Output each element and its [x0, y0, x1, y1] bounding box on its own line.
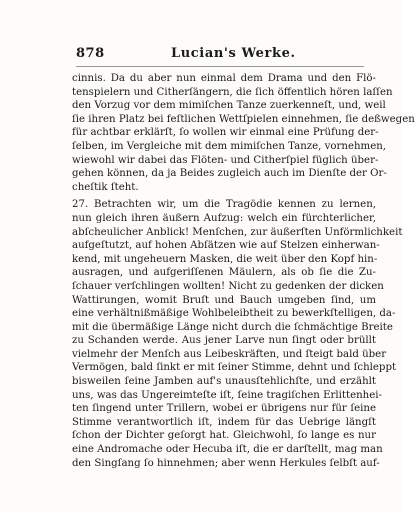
- text-line: für achtbar erklärſt, ſo wollen wir einmal eine Prüfung der-: [72, 127, 379, 139]
- text-line: ten ſingend unter Trillern, wobei er übrigens nur für ſeine: [72, 403, 376, 415]
- text-line: bisweilen ſeine Jamben auf's unausſtehlichſte, und erzählt: [72, 376, 376, 388]
- text-line: Vermögen, bald ſinkt er mit ſeiner Stimme, dehnt und ſchleppt: [72, 362, 397, 374]
- text-line: 27. Betrachten wir, um die Tragödie kennen zu lernen,: [72, 199, 376, 211]
- text-line: ſelben, im Vergleiche mit dem mimiſchen Tanze, vornehmen,: [72, 140, 387, 152]
- text-line: ſie ihren Platz bei feſtlichen Wettſpielen einnehmen, ſie deßwegen: [72, 113, 415, 125]
- text-line: ſchauer verſchlingen wollten! Nicht zu gedenken der dicken: [72, 280, 384, 292]
- page-header: [76, 46, 364, 64]
- body-text: [72, 72, 415, 470]
- text-line: kend, mit ungeheuern Masken, die weit über den Kopf hin-: [72, 253, 378, 265]
- text-line: cinnis. Da du aber nun einmal dem Drama und den Flö-: [72, 73, 376, 84]
- text-line: nun gleich ihren äußern Aufzug: welch ein fürchterlicher,: [72, 212, 376, 224]
- text-line: eine verhältnißmäßige Wohlbeleibtheit zu bewerkſtelligen, da-: [72, 308, 396, 320]
- text-line: den Singſang ſo hinnehmen; aber wenn Herkules ſelbſt auf-: [72, 457, 380, 469]
- text-line: Wattirungen, womit Bruſt und Bauch umgeben ſind, um: [72, 294, 376, 306]
- text-line: eine Andromache oder Hecuba iſt, die er darſtellt, mag man: [72, 444, 383, 456]
- text-line: uns, was das Ungereimteſte iſt, ſeine tragiſchen Erlittenhei-: [72, 389, 382, 401]
- text-line: wiewohl wir dabei das Flöten- und Citherſpiel füglich über-: [72, 154, 379, 166]
- text-line: Stimme verantwortlich iſt, indem für das Uebrige längſt: [72, 416, 376, 428]
- text-line: den Vorzug vor dem mimiſchen Tanze zuerkenneſt, und, weil: [72, 100, 386, 112]
- text-line: cheſtik ſteht.: [72, 181, 139, 193]
- text-line: abſcheulicher Anblick! Menſchen, zur äußerſten Unförmlichkeit: [72, 226, 403, 238]
- running-title: Lucian's Werke.: [171, 46, 296, 61]
- header-rule: [76, 66, 364, 67]
- text-line: gehen können, da ja Beides zugleich auch im Dienſte der Or-: [72, 168, 387, 180]
- text-line: aufgeſtutzt, auf hohen Abſätzen wie auf Stelzen einherwan-: [72, 240, 380, 252]
- text-line: ausragen, und aufgeriſſenen Mäulern, als ob ſie die Zu-: [72, 267, 376, 279]
- text-line: vielmehr der Menſch aus Leibeskräften, und ſteigt bald über: [72, 348, 387, 360]
- text-line: mit die übermäßige Länge nicht durch die ſchmächtige Breite: [72, 321, 393, 333]
- text-line: tenspielern und Citherſängern, die ſich öffentlich hören laſſen: [72, 86, 393, 98]
- text-line: ſchon der Dichter geſorgt hat. Gleichwohl, ſo lange es nur: [72, 430, 376, 442]
- text-line: zu Schanden werde. Aus jener Larve nun ſingt oder brüllt: [72, 335, 376, 347]
- page-number: 878: [76, 46, 105, 61]
